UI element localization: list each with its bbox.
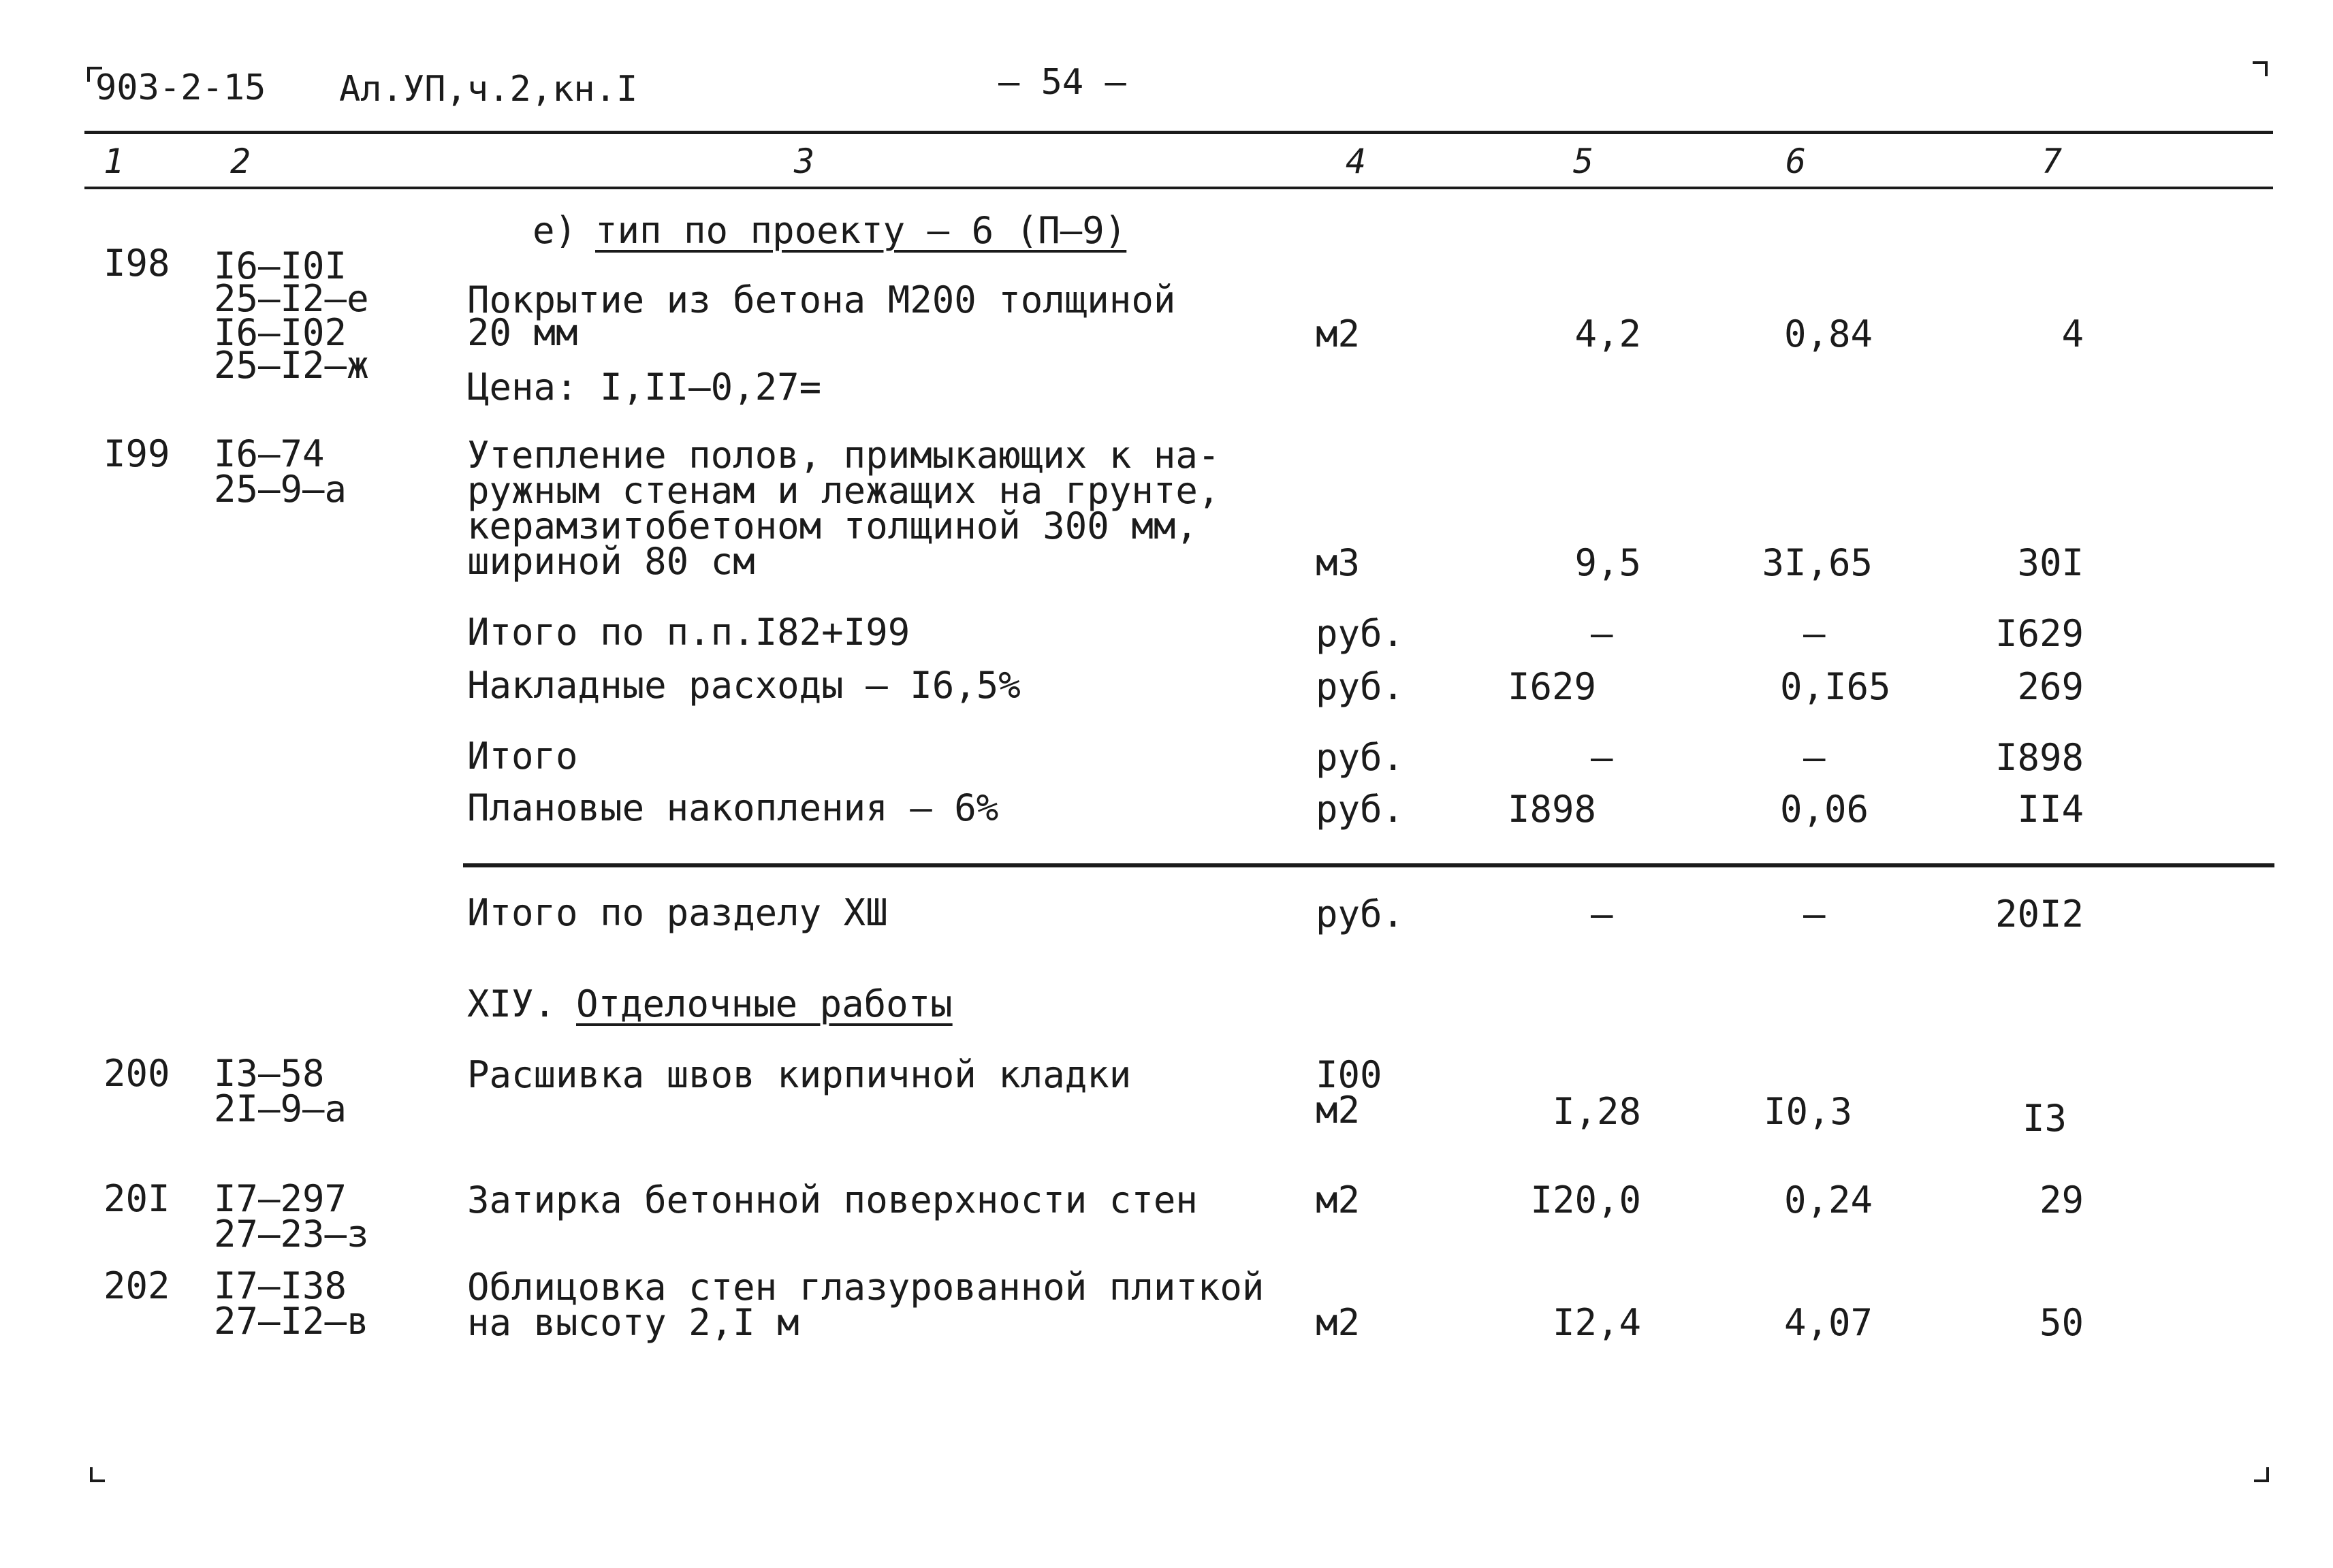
header-rule-bottom xyxy=(84,187,2273,189)
page-number: – 54 – xyxy=(998,62,1126,103)
section-total-label: Итого по разделу ХШ xyxy=(467,891,888,934)
row-total: 50 xyxy=(2039,1301,2084,1344)
row-description: шириной 80 см xyxy=(467,540,755,583)
section-total-value: 20I2 xyxy=(1995,893,2084,935)
row-total: 29 xyxy=(2039,1179,2084,1221)
row-quantity: 9,5 xyxy=(1574,541,1641,584)
summary-price: – xyxy=(1803,736,1826,779)
row-number: 202 xyxy=(104,1264,170,1307)
row-description: керамзитобетоном толщиной 300 мм, xyxy=(467,505,1198,547)
row-code: I7–297 xyxy=(214,1177,347,1220)
summary-total: I898 xyxy=(1995,736,2084,779)
row-code: 25–9–а xyxy=(214,468,347,511)
summary-unit: руб. xyxy=(1316,788,1405,831)
row-code: I6–I0I xyxy=(214,244,347,287)
row-total: 4 xyxy=(2061,313,2084,355)
doc-code: 903-2-15 xyxy=(95,67,266,108)
column-number-6: 6 xyxy=(1786,142,1807,181)
row-unit-price: I0,3 xyxy=(1764,1090,1853,1133)
row-description: Покрытие из бетона М200 толщиной xyxy=(467,278,1176,321)
row-quantity: I20,0 xyxy=(1530,1179,1641,1221)
row-total: I3 xyxy=(2022,1097,2067,1140)
row-quantity: I2,4 xyxy=(1552,1301,1641,1344)
section-total-quantity: – xyxy=(1591,893,1613,935)
row-unit: I00 xyxy=(1316,1053,1382,1096)
row-code: I7–I38 xyxy=(214,1264,347,1307)
summary-quantity: – xyxy=(1591,736,1613,779)
column-number-3: 3 xyxy=(794,142,815,181)
row-number: 20I xyxy=(104,1177,170,1220)
row-unit-price: 0,24 xyxy=(1783,1179,1873,1221)
summary-quantity: I629 xyxy=(1508,665,1597,708)
section-total-price: – xyxy=(1803,893,1826,935)
column-number-5: 5 xyxy=(1573,142,1594,181)
summary-price: 0,I65 xyxy=(1780,665,1891,708)
section-total-rule xyxy=(463,863,2274,867)
row-quantity: 4,2 xyxy=(1574,313,1641,355)
row-quantity: I,28 xyxy=(1552,1090,1641,1133)
row-number: I99 xyxy=(104,432,170,475)
header-rule-top xyxy=(84,131,2273,134)
row-code: I6–74 xyxy=(214,432,325,475)
summary-label: Накладные расходы – I6,5% xyxy=(467,664,1021,707)
row-unit-price: 3I,65 xyxy=(1762,541,1873,584)
row-code: I6–I02 xyxy=(214,311,347,354)
row-number: I98 xyxy=(104,242,170,285)
row-code: 25–I2–ж xyxy=(214,344,369,387)
summary-unit: руб. xyxy=(1316,736,1405,779)
row-unit-price: 0,84 xyxy=(1783,313,1873,355)
column-number-1: 1 xyxy=(104,142,125,181)
row-code: 27–I2–в xyxy=(214,1300,369,1343)
row-unit: м3 xyxy=(1316,541,1361,584)
row-description: на высоту 2,I м xyxy=(467,1301,799,1344)
row-code: I3–58 xyxy=(214,1052,325,1095)
row-number: 200 xyxy=(104,1052,170,1095)
section-xiv-title: Отделочные работы xyxy=(576,982,953,1025)
row-total: 30I xyxy=(2017,541,2084,584)
row-description: Расшивка швов кирпичной кладки xyxy=(467,1053,1132,1096)
row-price-note: Цена: I,II–0,27= xyxy=(467,366,822,409)
summary-quantity: – xyxy=(1591,612,1613,655)
row-description: Облицовка стен глазурованной плиткой xyxy=(467,1266,1265,1309)
section-e-title: тип по проекту – 6 (П–9) xyxy=(595,209,1127,252)
summary-price: 0,06 xyxy=(1780,788,1869,831)
row-description: Затирка бетонной поверхности стен xyxy=(467,1179,1198,1221)
corner-mark-bottom-left xyxy=(90,1467,105,1482)
row-description: Утепление полов, примыкающих к на- xyxy=(467,434,1220,477)
row-unit: м2 xyxy=(1316,313,1361,355)
column-number-4: 4 xyxy=(1346,142,1367,181)
summary-unit: руб. xyxy=(1316,612,1405,655)
summary-label: Плановые накопления – 6% xyxy=(467,786,999,829)
row-code: 27–23–з xyxy=(214,1213,369,1255)
column-number-7: 7 xyxy=(2042,142,2063,181)
row-code: 2I–9–а xyxy=(214,1087,347,1130)
section-total-unit: руб. xyxy=(1316,893,1405,935)
summary-total: I629 xyxy=(1995,612,2084,655)
album-reference: Ал.УП,ч.2,кн.I xyxy=(339,69,638,110)
row-description: 20 мм xyxy=(467,311,578,354)
row-unit: м2 xyxy=(1316,1089,1361,1132)
summary-label: Итого по п.п.I82+I99 xyxy=(467,611,910,654)
summary-total: 269 xyxy=(2017,665,2084,708)
row-unit-price: 4,07 xyxy=(1783,1301,1873,1344)
column-number-2: 2 xyxy=(230,142,251,181)
section-xiv-prefix: ХIУ. xyxy=(467,982,556,1025)
row-description: ружным стенам и лежащих на грунте, xyxy=(467,469,1220,512)
summary-unit: руб. xyxy=(1316,665,1405,708)
summary-total: II4 xyxy=(2017,788,2084,831)
summary-label: Итого xyxy=(467,735,578,778)
summary-price: – xyxy=(1803,612,1826,655)
corner-mark-top-right xyxy=(2253,61,2268,76)
row-code: 25–I2–е xyxy=(214,277,369,320)
section-e-prefix: е) xyxy=(533,209,577,252)
row-unit: м2 xyxy=(1316,1301,1361,1344)
summary-quantity: I898 xyxy=(1508,788,1597,831)
corner-mark-bottom-right xyxy=(2254,1467,2269,1482)
row-unit: м2 xyxy=(1316,1179,1361,1221)
